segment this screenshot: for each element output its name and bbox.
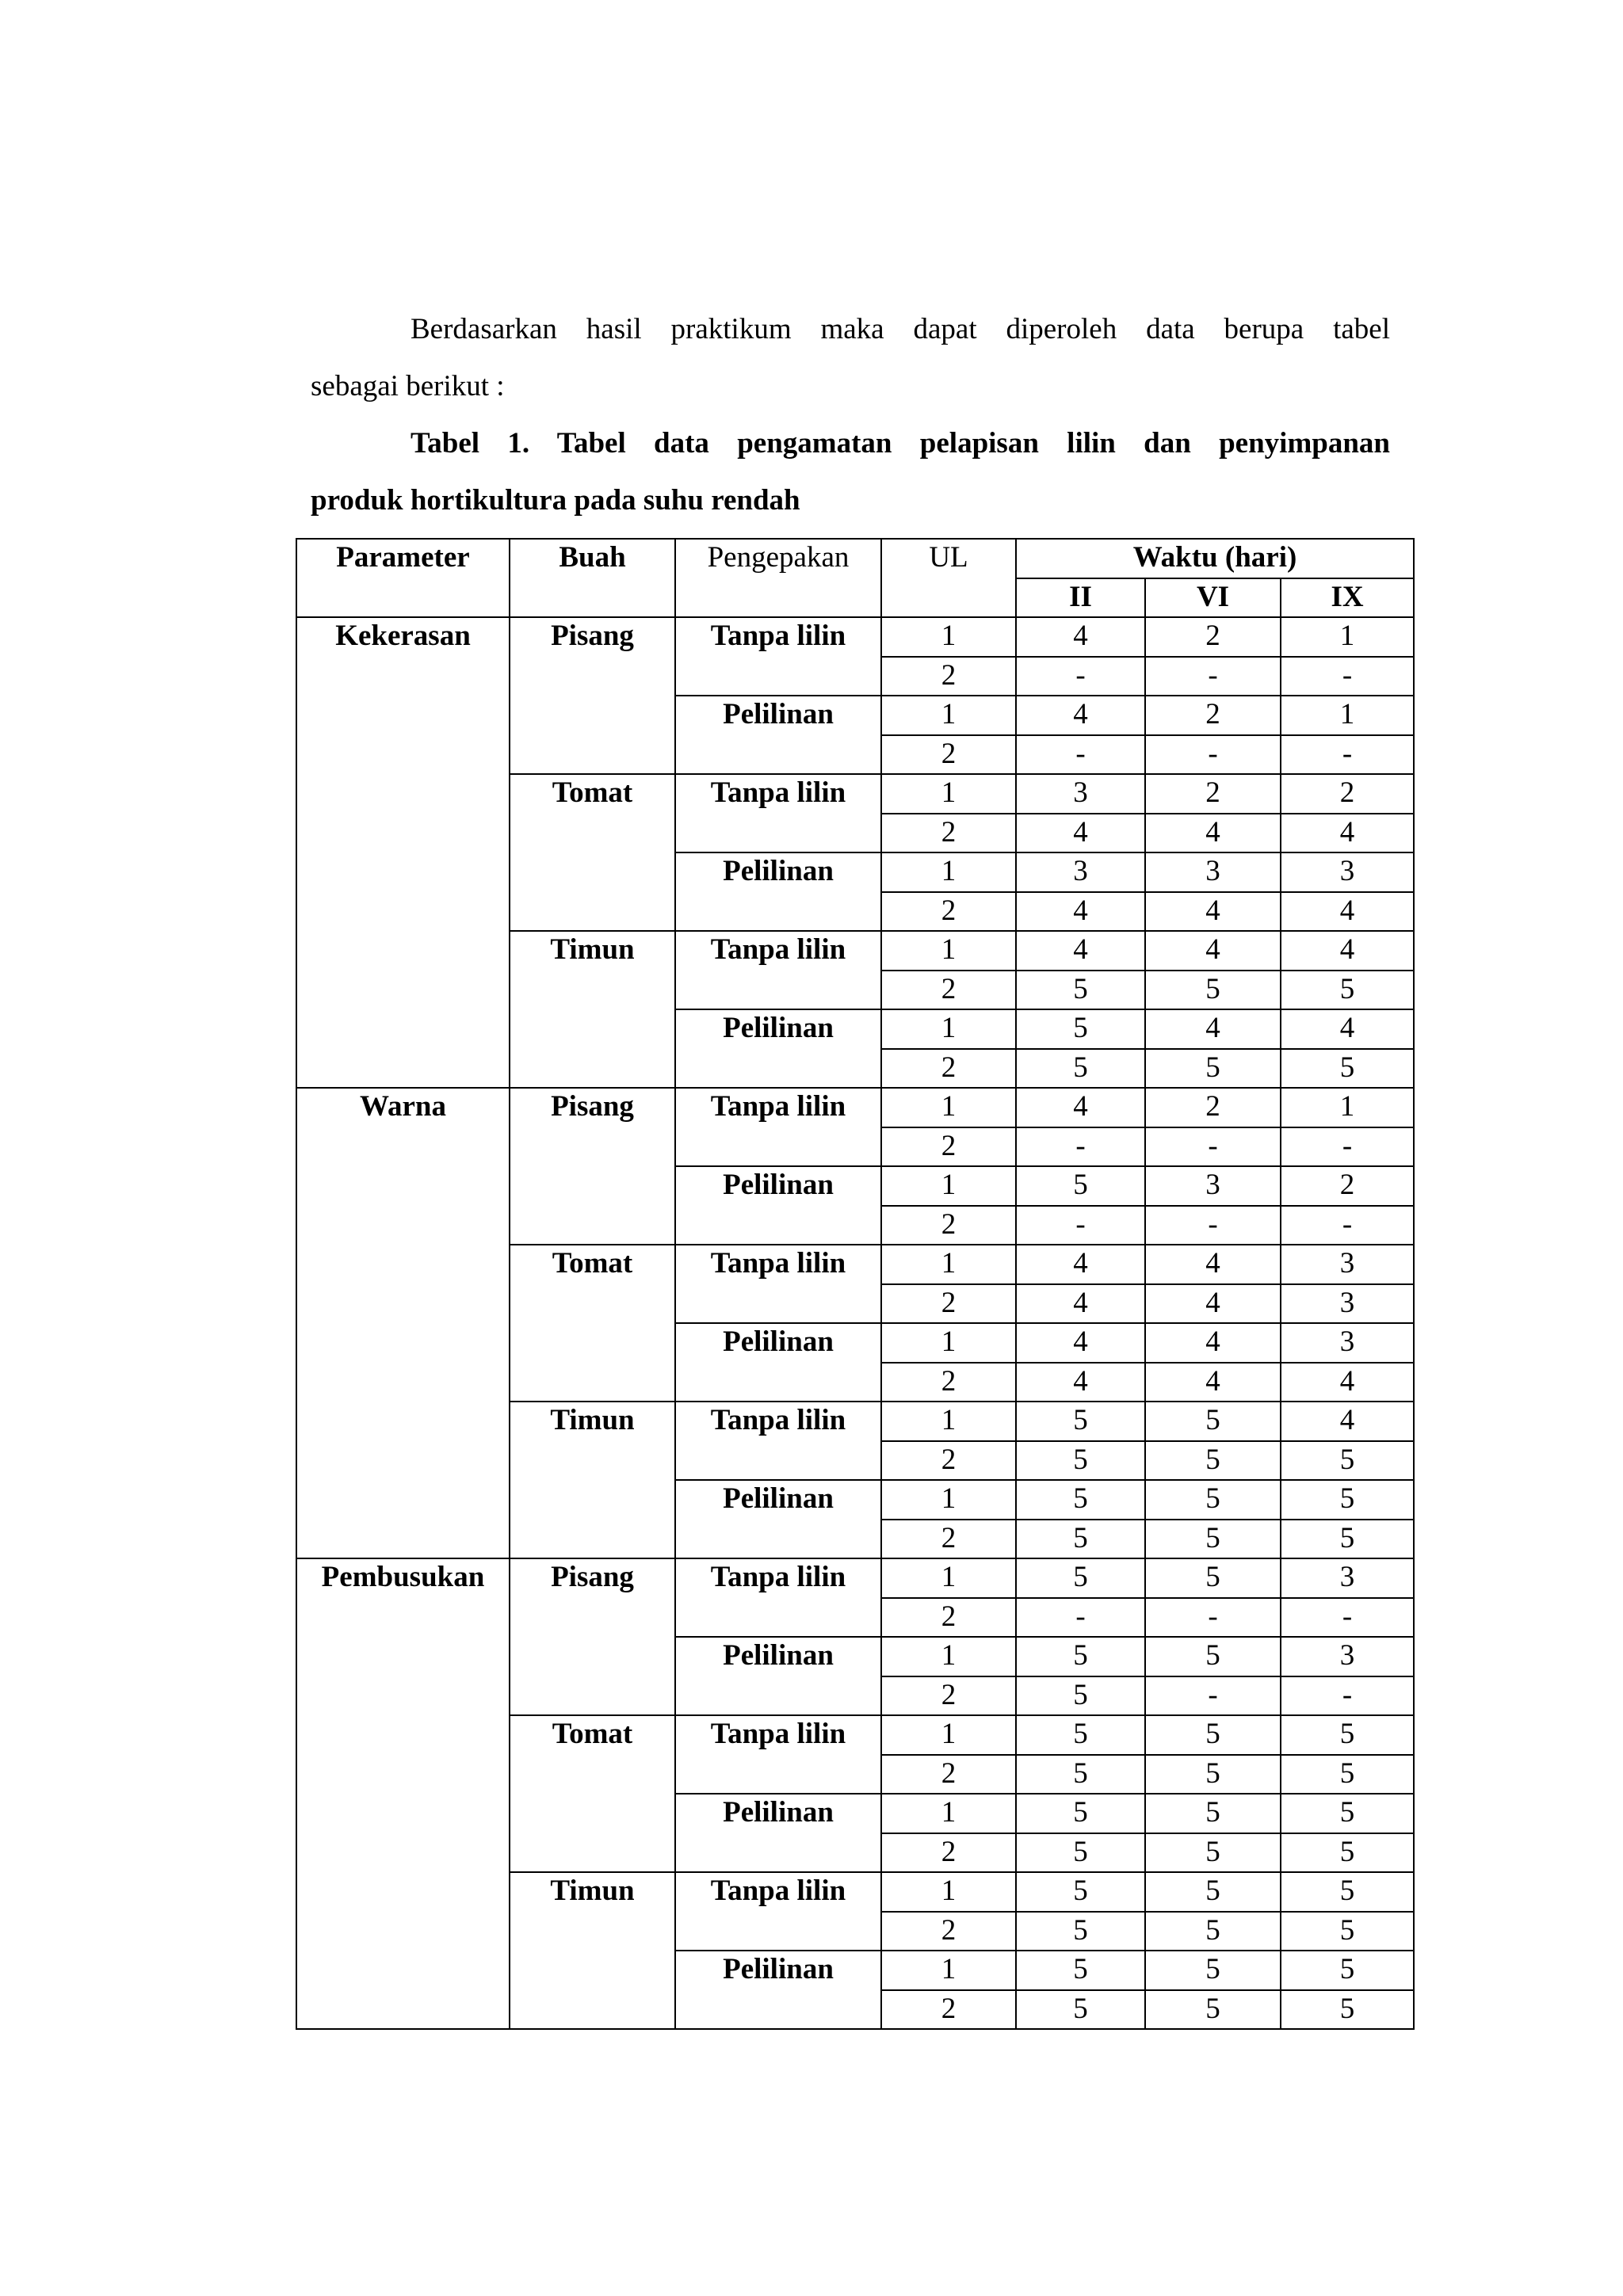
- cell-ul: 1: [881, 1480, 1016, 1520]
- cell-day-vi: 5: [1145, 1794, 1281, 1833]
- cell-day-ix: 5: [1281, 1715, 1414, 1755]
- table-header: [296, 539, 1414, 617]
- cell-day-ix: 1: [1281, 1088, 1414, 1127]
- cell-day-ix: -: [1281, 1127, 1414, 1167]
- cell-day-ii: 4: [1016, 1245, 1145, 1284]
- cell-day-ii: 5: [1016, 1009, 1145, 1049]
- cell-day-ii: 5: [1016, 1558, 1145, 1598]
- cell-pengepakan: Tanpa lilin: [675, 1715, 881, 1794]
- cell-day-ix: 5: [1281, 1520, 1414, 1559]
- cell-day-vi: -: [1145, 735, 1281, 775]
- cell-day-ii: -: [1016, 1127, 1145, 1167]
- cell-day-vi: 4: [1145, 892, 1281, 932]
- caption-line-2: produk hortikultura pada suhu rendah: [311, 484, 800, 517]
- cell-day-ix: 4: [1281, 1363, 1414, 1402]
- cell-buah: Pisang: [510, 1558, 675, 1715]
- cell-buah: Pisang: [510, 1088, 675, 1245]
- cell-day-vi: 4: [1145, 931, 1281, 971]
- cell-day-ii: 5: [1016, 1833, 1145, 1873]
- cell-ul: 1: [881, 696, 1016, 735]
- cell-day-ix: 4: [1281, 931, 1414, 971]
- cell-day-vi: -: [1145, 657, 1281, 696]
- caption-line-1: Tabel 1. Tabel data pengamatan pelapisan lilin dan penyimpanan: [411, 427, 1390, 460]
- cell-day-ii: 5: [1016, 1794, 1145, 1833]
- cell-day-ii: -: [1016, 1598, 1145, 1638]
- cell-day-vi: 2: [1145, 1088, 1281, 1127]
- cell-day-ix: 4: [1281, 1402, 1414, 1441]
- cell-ul: 2: [881, 971, 1016, 1010]
- table-caption: [311, 415, 1390, 529]
- cell-day-ix: -: [1281, 657, 1414, 696]
- cell-buah: Tomat: [510, 774, 675, 931]
- cell-day-vi: 5: [1145, 1049, 1281, 1089]
- cell-day-ix: -: [1281, 1206, 1414, 1245]
- cell-pengepakan: Pelilinan: [675, 1009, 881, 1088]
- cell-day-ix: -: [1281, 1598, 1414, 1638]
- cell-pengepakan: Pelilinan: [675, 1323, 881, 1402]
- cell-day-vi: 5: [1145, 1951, 1281, 1990]
- cell-day-ix: 4: [1281, 814, 1414, 853]
- cell-day-vi: 2: [1145, 617, 1281, 657]
- cell-day-ix: -: [1281, 1676, 1414, 1716]
- table-row: [296, 1088, 1414, 1127]
- cell-parameter: Pembusukan: [296, 1558, 510, 2029]
- cell-day-ix: 5: [1281, 1480, 1414, 1520]
- cell-pengepakan: Tanpa lilin: [675, 1558, 881, 1637]
- cell-pengepakan: Tanpa lilin: [675, 1245, 881, 1323]
- header-buah: Buah: [510, 539, 675, 617]
- cell-pengepakan: Pelilinan: [675, 1794, 881, 1872]
- cell-day-ii: 4: [1016, 617, 1145, 657]
- cell-ul: 2: [881, 1912, 1016, 1951]
- cell-pengepakan: Pelilinan: [675, 1637, 881, 1715]
- header-parameter: Parameter: [296, 539, 510, 617]
- header-day-vi: VI: [1145, 578, 1281, 618]
- cell-day-vi: 4: [1145, 1245, 1281, 1284]
- cell-day-vi: -: [1145, 1127, 1281, 1167]
- cell-day-ii: 4: [1016, 931, 1145, 971]
- cell-ul: 1: [881, 1166, 1016, 1206]
- cell-day-vi: 2: [1145, 696, 1281, 735]
- cell-day-vi: -: [1145, 1598, 1281, 1638]
- cell-pengepakan: Tanpa lilin: [675, 1088, 881, 1166]
- cell-ul: 1: [881, 1402, 1016, 1441]
- cell-day-vi: 5: [1145, 1833, 1281, 1873]
- cell-day-ix: 4: [1281, 892, 1414, 932]
- cell-day-vi: -: [1145, 1676, 1281, 1716]
- cell-day-vi: 4: [1145, 1363, 1281, 1402]
- cell-day-ii: 5: [1016, 1951, 1145, 1990]
- cell-ul: 1: [881, 1088, 1016, 1127]
- cell-pengepakan: Pelilinan: [675, 1951, 881, 2029]
- table-row: [296, 617, 1414, 657]
- cell-day-ii: 4: [1016, 696, 1145, 735]
- cell-ul: 2: [881, 1833, 1016, 1873]
- cell-day-ix: 4: [1281, 1009, 1414, 1049]
- cell-parameter: Kekerasan: [296, 617, 510, 1088]
- cell-day-ii: 5: [1016, 1049, 1145, 1089]
- cell-day-ix: 3: [1281, 1637, 1414, 1676]
- cell-buah: Pisang: [510, 617, 675, 774]
- cell-ul: 2: [881, 1049, 1016, 1089]
- cell-day-ii: 5: [1016, 1441, 1145, 1481]
- cell-day-ii: 5: [1016, 1166, 1145, 1206]
- cell-ul: 2: [881, 735, 1016, 775]
- cell-pengepakan: Pelilinan: [675, 1166, 881, 1245]
- cell-day-ix: 5: [1281, 1872, 1414, 1912]
- cell-buah: Tomat: [510, 1715, 675, 1872]
- cell-day-ix: 1: [1281, 696, 1414, 735]
- cell-day-vi: 3: [1145, 852, 1281, 892]
- cell-ul: 1: [881, 1872, 1016, 1912]
- cell-day-vi: 5: [1145, 1402, 1281, 1441]
- cell-day-vi: 5: [1145, 1990, 1281, 2030]
- cell-day-vi: 4: [1145, 1009, 1281, 1049]
- header-ul: UL: [881, 539, 1016, 617]
- cell-day-ix: 3: [1281, 1558, 1414, 1598]
- cell-day-vi: 4: [1145, 814, 1281, 853]
- cell-ul: 1: [881, 931, 1016, 971]
- cell-day-vi: 5: [1145, 1558, 1281, 1598]
- cell-day-vi: 5: [1145, 1637, 1281, 1676]
- cell-day-ix: 2: [1281, 1166, 1414, 1206]
- cell-buah: Timun: [510, 1402, 675, 1558]
- cell-day-ii: 4: [1016, 1088, 1145, 1127]
- cell-parameter: Warna: [296, 1088, 510, 1558]
- cell-ul: 1: [881, 1637, 1016, 1676]
- cell-day-ii: 4: [1016, 1363, 1145, 1402]
- table-row: [296, 1558, 1414, 1598]
- cell-day-ii: 4: [1016, 1284, 1145, 1324]
- cell-day-ii: 5: [1016, 1520, 1145, 1559]
- cell-day-ix: 5: [1281, 1951, 1414, 1990]
- header-day-ix: IX: [1281, 578, 1414, 618]
- cell-day-vi: 5: [1145, 1480, 1281, 1520]
- cell-day-vi: 5: [1145, 1441, 1281, 1481]
- intro-paragraph: [311, 301, 1390, 415]
- cell-ul: 1: [881, 774, 1016, 814]
- cell-pengepakan: Tanpa lilin: [675, 774, 881, 852]
- cell-day-vi: 5: [1145, 1912, 1281, 1951]
- cell-ul: 1: [881, 852, 1016, 892]
- cell-ul: 2: [881, 1755, 1016, 1794]
- cell-buah: Tomat: [510, 1245, 675, 1402]
- cell-pengepakan: Tanpa lilin: [675, 931, 881, 1009]
- cell-ul: 2: [881, 1441, 1016, 1481]
- cell-day-ix: 2: [1281, 774, 1414, 814]
- cell-day-ii: 5: [1016, 1637, 1145, 1676]
- cell-day-ix: 1: [1281, 617, 1414, 657]
- cell-ul: 2: [881, 1284, 1016, 1324]
- cell-day-ii: 5: [1016, 1402, 1145, 1441]
- cell-ul: 2: [881, 1363, 1016, 1402]
- header-pengepakan: Pengepakan: [675, 539, 881, 617]
- cell-day-ix: 3: [1281, 1284, 1414, 1324]
- table-body: [296, 617, 1414, 2029]
- cell-ul: 1: [881, 617, 1016, 657]
- cell-ul: 2: [881, 1127, 1016, 1167]
- header-waktu: Waktu (hari): [1016, 539, 1414, 578]
- cell-ul: 1: [881, 1009, 1016, 1049]
- cell-ul: 2: [881, 1676, 1016, 1716]
- cell-day-vi: 5: [1145, 1520, 1281, 1559]
- cell-pengepakan: Pelilinan: [675, 1480, 881, 1558]
- cell-day-ix: 5: [1281, 1441, 1414, 1481]
- cell-day-vi: 5: [1145, 1715, 1281, 1755]
- cell-ul: 1: [881, 1558, 1016, 1598]
- cell-day-ii: 5: [1016, 1715, 1145, 1755]
- cell-day-ix: 5: [1281, 971, 1414, 1010]
- cell-day-vi: 5: [1145, 1755, 1281, 1794]
- cell-ul: 1: [881, 1245, 1016, 1284]
- cell-pengepakan: Pelilinan: [675, 696, 881, 774]
- cell-ul: 2: [881, 814, 1016, 853]
- cell-pengepakan: Tanpa lilin: [675, 1402, 881, 1480]
- cell-ul: 2: [881, 657, 1016, 696]
- cell-day-ii: 5: [1016, 1676, 1145, 1716]
- cell-buah: Timun: [510, 931, 675, 1088]
- cell-day-ii: 5: [1016, 1480, 1145, 1520]
- cell-ul: 2: [881, 1206, 1016, 1245]
- cell-day-vi: 5: [1145, 971, 1281, 1010]
- intro-line-2: sebagai berikut :: [311, 370, 505, 402]
- cell-day-ii: 4: [1016, 892, 1145, 932]
- cell-day-ii: 4: [1016, 1323, 1145, 1363]
- cell-day-ix: 5: [1281, 1755, 1414, 1794]
- cell-ul: 2: [881, 1598, 1016, 1638]
- cell-day-ii: 5: [1016, 1755, 1145, 1794]
- cell-day-ix: 5: [1281, 1912, 1414, 1951]
- cell-pengepakan: Tanpa lilin: [675, 617, 881, 696]
- cell-day-ix: 5: [1281, 1049, 1414, 1089]
- cell-ul: 1: [881, 1715, 1016, 1755]
- cell-day-ii: -: [1016, 735, 1145, 775]
- intro-line-1: Berdasarkan hasil praktikum maka dapat diperoleh data berupa tabel: [411, 313, 1390, 345]
- cell-day-ix: 3: [1281, 1323, 1414, 1363]
- cell-day-ix: -: [1281, 735, 1414, 775]
- cell-ul: 1: [881, 1323, 1016, 1363]
- cell-ul: 2: [881, 1990, 1016, 2030]
- cell-day-ix: 5: [1281, 1794, 1414, 1833]
- cell-day-ii: 5: [1016, 1990, 1145, 2030]
- cell-day-ix: 5: [1281, 1990, 1414, 2030]
- cell-pengepakan: Pelilinan: [675, 852, 881, 931]
- cell-day-vi: 5: [1145, 1872, 1281, 1912]
- cell-ul: 2: [881, 892, 1016, 932]
- cell-day-ii: 4: [1016, 814, 1145, 853]
- header-day-ii: II: [1016, 578, 1145, 618]
- cell-day-vi: -: [1145, 1206, 1281, 1245]
- cell-day-ii: 5: [1016, 1912, 1145, 1951]
- observation-table: [296, 538, 1415, 2030]
- cell-ul: 1: [881, 1794, 1016, 1833]
- cell-ul: 2: [881, 1520, 1016, 1559]
- cell-day-ii: 5: [1016, 1872, 1145, 1912]
- cell-day-ii: -: [1016, 657, 1145, 696]
- cell-buah: Timun: [510, 1872, 675, 2029]
- cell-day-ix: 5: [1281, 1833, 1414, 1873]
- cell-day-vi: 2: [1145, 774, 1281, 814]
- cell-day-ii: 3: [1016, 774, 1145, 814]
- cell-day-vi: 4: [1145, 1284, 1281, 1324]
- cell-day-ix: 3: [1281, 1245, 1414, 1284]
- cell-day-ii: -: [1016, 1206, 1145, 1245]
- cell-pengepakan: Tanpa lilin: [675, 1872, 881, 1951]
- cell-day-ii: 3: [1016, 852, 1145, 892]
- cell-day-vi: 4: [1145, 1323, 1281, 1363]
- cell-ul: 1: [881, 1951, 1016, 1990]
- cell-day-vi: 3: [1145, 1166, 1281, 1206]
- cell-day-ix: 3: [1281, 852, 1414, 892]
- cell-day-ii: 5: [1016, 971, 1145, 1010]
